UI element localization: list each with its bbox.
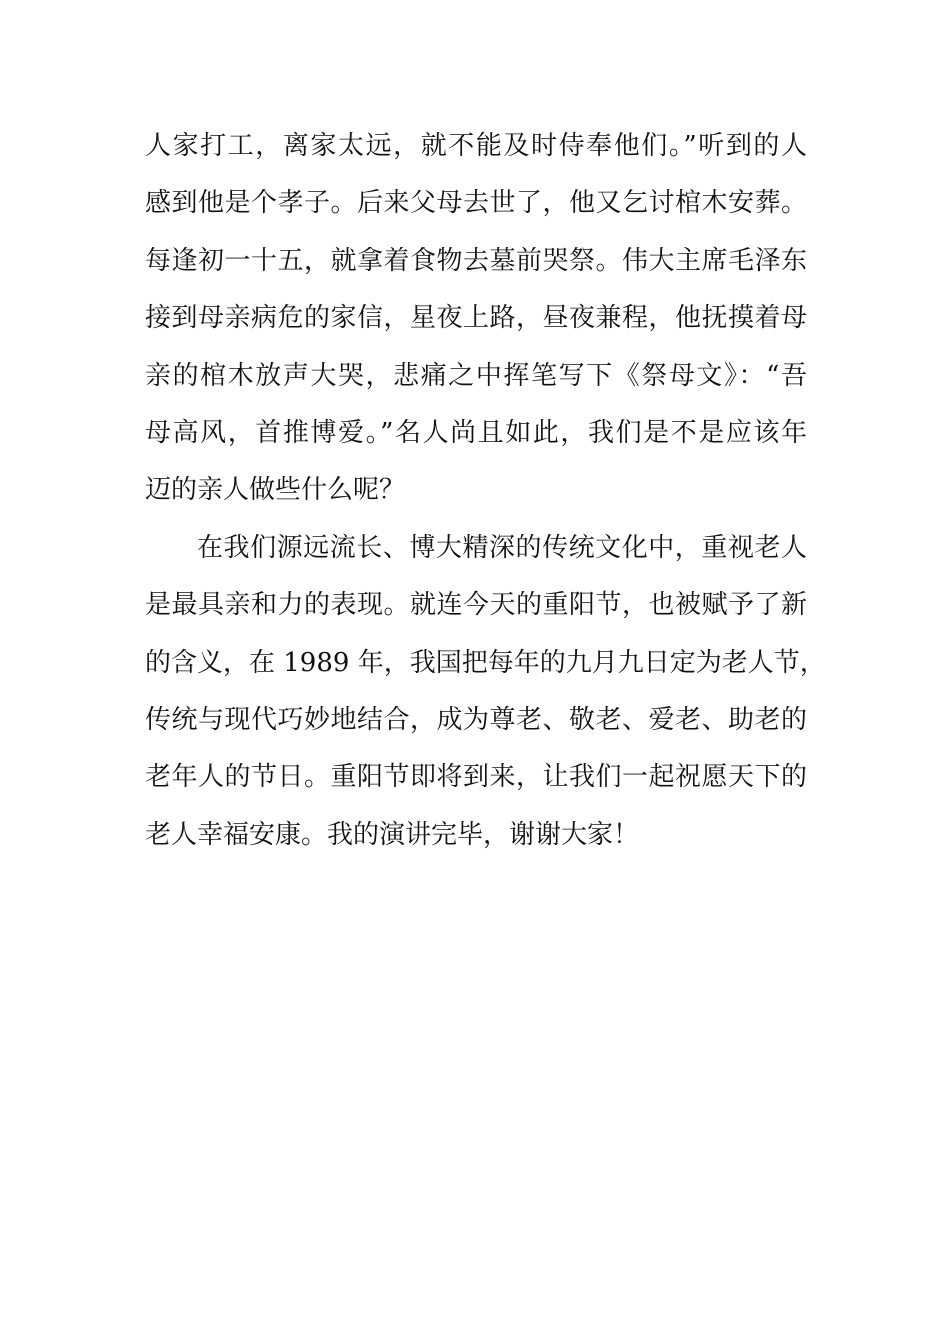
paragraph-2-last-line: 老人幸福安康。我的演讲完毕，谢谢大家！ [145, 819, 640, 850]
paragraph-2-line: 的含义，在 1989 年，我国把每年的九月九日定为老人节， [145, 647, 826, 678]
paragraph-2-line: 传统与现代巧妙地结合，成为尊老、敬老、爱老、助老的 [145, 704, 807, 735]
paragraph-2 [145, 520, 826, 864]
paragraph-1-line: 亲的棺木放声大哭，悲痛之中挥笔写下《祭母文》：“吾 [145, 360, 807, 391]
paragraph-1-last-line: 迈的亲人做些什么呢？ [145, 475, 406, 506]
paragraph-2-first-line: 在我们源远流长、博大精深的传统文化中，重视老人 [197, 532, 807, 563]
paragraph-1-line: 每逢初一十五，就拿着食物去墓前哭祭。伟大主席毛泽东 [145, 245, 807, 276]
paragraph-2-line: 是最具亲和力的表现。就连今天的重阳节，也被赋予了新 [145, 590, 807, 621]
paragraph-2-line: 老年人的节日。重阳节即将到来，让我们一起祝愿天下的 [145, 762, 807, 793]
paragraph-1 [145, 118, 807, 520]
paragraph-1-line: 母高风，首推博爱。”名人尚且如此，我们是不是应该年 [145, 417, 807, 448]
paragraph-1-line: 人家打工，离家太远，就不能及时侍奉他们。”听到的人 [145, 131, 807, 161]
paragraph-1-line: 接到母亲病危的家信，星夜上路，昼夜兼程，他抚摸着母 [145, 303, 807, 334]
paragraph-1-line: 感到他是个孝子。后来父母去世了，他又乞讨棺木安葬。 [145, 188, 807, 219]
speech-text [145, 118, 826, 864]
